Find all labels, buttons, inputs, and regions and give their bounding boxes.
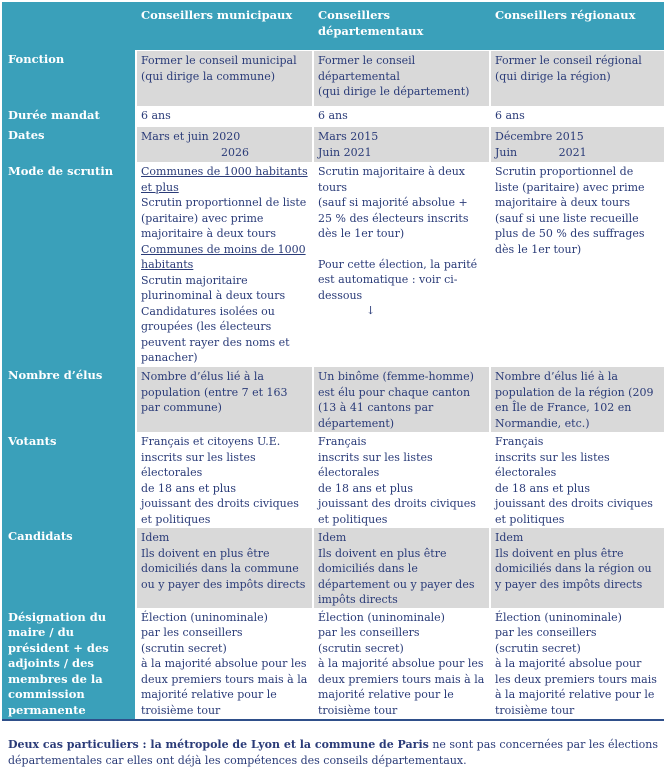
row-fonction: [2, 50, 664, 106]
fonction-municipaux: Former le conseil municipal (qui dirige la commune): [135, 50, 312, 106]
dates-regionaux: [489, 126, 664, 162]
mode-municipaux: [135, 162, 312, 366]
footnote: [8, 737, 658, 769]
mode-departementaux-parite: Pour cette élection, la parité est automatique : voir ci-dessous: [318, 257, 478, 302]
row-mode-scrutin: [2, 162, 664, 366]
row-label-duree: Durée mandat: [2, 106, 135, 126]
dates-municipaux: [135, 126, 312, 162]
dates-regionaux-month: Juin: [495, 145, 518, 159]
duree-regionaux: 6 ans: [489, 106, 664, 126]
row-designation: [2, 608, 664, 720]
duree-departementaux: 6 ans: [312, 106, 489, 126]
row-dates: [2, 126, 664, 162]
row-label-candidats: Candidats: [2, 527, 135, 608]
dates-departementaux-line2: Juin 2021: [318, 145, 372, 159]
footnote-bold: Deux cas particuliers : la métropole de Lyon et la commune de Paris: [8, 738, 429, 751]
footnote-rest: ne sont pas concernées par les élections départementales car elles ont déjà les compétences des conseils départementaux.: [8, 738, 658, 767]
dates-departementaux: [312, 126, 489, 162]
dates-regionaux-line1: Décembre 2015: [495, 130, 584, 143]
dates-regionaux-line2: [495, 145, 660, 161]
mode-municipaux-heading-1000-plus: Communes de 1000 habitants et plus: [141, 165, 308, 194]
nombre-municipaux: Nombre d’élus lié à la population (entre 7 et 163 par commune): [135, 366, 312, 432]
row-label-fonction: Fonction: [2, 50, 135, 106]
dates-departementaux-line1: Mars 2015: [318, 130, 379, 143]
mode-municipaux-heading-moins-1000: Communes de moins de 1000 habitants: [141, 242, 306, 271]
designation-departementaux: Élection (uninominale) par les conseillers (scrutin secret) à la majorité absolue pour les deux premiers tours mais à la majorité relative pour le troisième tour: [312, 608, 489, 720]
arrow-down-icon: ↓: [366, 304, 376, 317]
designation-municipaux: Élection (uninominale) par les conseillers (scrutin secret) à la majorité absolue pour les deux premiers tours mais à la majorité relative pour le troisième tour: [135, 608, 312, 720]
dates-municipaux-line1: Mars et juin 2020: [141, 130, 241, 143]
mode-municipaux-text-moins-1000: Scrutin majoritaire plurinominal à deux tours Candidatures isolées ou groupées (les électeurs peuvent rayer des noms et panacher): [141, 273, 290, 364]
election-comparison-table-wrapper: [2, 2, 664, 720]
candidats-departementaux: Idem Ils doivent en plus être domiciliés dans le département ou y payer des impôts directs: [312, 527, 489, 608]
mode-municipaux-text-1000-plus: Scrutin proportionnel de liste (paritaire) avec prime majoritaire à deux tours: [141, 196, 307, 240]
nombre-departementaux: Un binôme (femme-homme) est élu pour chaque canton (13 à 41 cantons par département): [312, 366, 489, 432]
dates-regionaux-year: 2021: [558, 145, 587, 159]
row-label-votants: Votants: [2, 432, 135, 527]
votants-regionaux: Français inscrits sur les listes électorales de 18 ans et plus jouissant des droits civiques et politiques: [489, 432, 664, 527]
mode-departementaux-text: Scrutin majoritaire à deux tours (sauf si majorité absolue + 25 % des électeurs inscrits dès le 1er tour): [318, 165, 469, 240]
row-label-designation: Désignation du maire / du président + des adjoints / des membres de la commission permanente: [2, 608, 135, 720]
row-label-mode: Mode de scrutin: [2, 162, 135, 366]
election-comparison-table: [2, 2, 664, 720]
nombre-regionaux: Nombre d’élus lié à la population de la région (209 en Île de France, 102 en Normandie, etc.): [489, 366, 664, 432]
header-municipaux: Conseillers municipaux: [135, 2, 312, 50]
header-departementaux: Conseillers départementaux: [312, 2, 489, 50]
dates-municipaux-line2: 2026: [221, 145, 249, 159]
mode-departementaux: [312, 162, 489, 366]
designation-regionaux: Élection (uninominale) par les conseillers (scrutin secret) à la majorité absolue pour les deux premiers tours mais à la majorité relative pour le troisième tour: [489, 608, 664, 720]
row-label-dates: Dates: [2, 126, 135, 162]
corner-cell: [2, 2, 135, 50]
votants-departementaux: Français inscrits sur les listes électorales de 18 ans et plus jouissant des droits civiques et politiques: [312, 432, 489, 527]
row-duree: [2, 106, 664, 126]
mode-regionaux: Scrutin proportionnel de liste (paritaire) avec prime majoritaire à deux tours (sauf si une liste recueille plus de 50 % des suffrages dès le 1er tour): [489, 162, 664, 366]
row-nombre-elus: [2, 366, 664, 432]
candidats-regionaux: Idem Ils doivent en plus être domiciliés dans la région ou y payer des impôts directs: [489, 527, 664, 608]
duree-municipaux: 6 ans: [135, 106, 312, 126]
fonction-departementaux: Former le conseil départemental (qui dirige le département): [312, 50, 489, 106]
divider-rule: [2, 719, 664, 721]
row-label-nombre: Nombre d’élus: [2, 366, 135, 432]
header-regionaux: Conseillers régionaux: [489, 2, 664, 50]
votants-municipaux: Français et citoyens U.E. inscrits sur les listes électorales de 18 ans et plus jouissant des droits civiques et politiques: [135, 432, 312, 527]
candidats-municipaux: Idem Ils doivent en plus être domiciliés dans la commune ou y payer des impôts directs: [135, 527, 312, 608]
fonction-regionaux: Former le conseil régional (qui dirige la région): [489, 50, 664, 106]
row-votants: [2, 432, 664, 527]
row-candidats: [2, 527, 664, 608]
header-row: [2, 2, 664, 50]
